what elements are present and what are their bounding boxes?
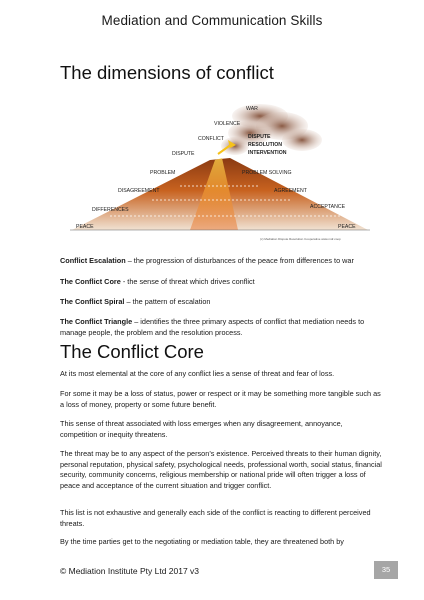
definition-term: The Conflict Core [60,277,121,286]
body-paragraph: This sense of threat associated with loss emerges when any disagreement, annoyance, competition or inequity threatens. [60,419,343,439]
definition-text: – identifies the three primary aspects of conflict that mediation needs to manage people, the problem and the resolution process. [60,317,365,337]
definition-text: - the sense of threat which drives conflict [120,277,255,286]
conflict-volcano-figure [70,98,370,248]
page-number: 35 [374,561,398,579]
definition-conflict-triangle [60,317,382,338]
label-differences: DIFFERENCES [92,207,129,213]
body-paragraph: For some it may be a loss of status, power or respect or it may be something more tangible such as a loss of money, property or some future benefit. [60,389,381,409]
label-resolution: RESOLUTION [248,142,283,148]
label-peace-left: PEACE [76,224,94,230]
label-peace-right: PEACE [338,224,356,230]
label-disagreement: DISAGREEMENT [118,188,160,194]
definition-conflict-spiral [60,297,382,308]
label-problem-solving: PROBLEM SOLVING [242,170,292,176]
label-agreement: AGREEMENT [274,188,307,194]
definition-text: – the progression of disturbances of the peace from differences to war [125,256,354,265]
footer-copyright: © Mediation Institute Pty Ltd 2017 v3 [60,566,200,576]
label-violence: VIOLENCE [214,121,241,127]
label-dispute-resolution: DISPUTE [248,134,271,140]
label-intervention: INTERVENTION [248,150,287,156]
section-heading-conflict-core: The Conflict Core [60,341,204,362]
section-heading-dimensions: The dimensions of conflict [60,62,274,83]
definition-conflict-escalation [60,256,382,267]
body-paragraph: At its most elemental at the core of any conflict lies a sense of threat and fear of loss. [60,369,335,378]
label-dispute: DISPUTE [172,151,195,157]
body-paragraph: This list is not exhaustive and generally each side of the conflict is reacting to different perceived threats. [60,508,371,528]
definition-conflict-core [60,277,382,288]
body-paragraph: By the time parties get to the negotiating or mediation table, they are threatened both by [60,537,344,546]
running-header: Mediation and Communication Skills [101,13,323,28]
figure-credit: (c) Mediation Dispute Resolution Cooperative www.mdr.coop [260,237,341,241]
definition-term: The Conflict Triangle [60,317,133,326]
label-problem: PROBLEM [150,170,176,176]
label-acceptance: ACCEPTANCE [310,204,346,210]
label-war: WAR [246,106,258,112]
definition-text: – the pattern of escalation [124,297,211,306]
definition-term: Conflict Escalation [60,256,126,265]
body-paragraph: The threat may be to any aspect of the person’s existence. Perceived threats to their human dignity, personal reputation, physical safety, psychological needs, professional worth, social status, financial security, community concerns, religious membership or national pride will often trigger a loss of peace and acceptance of the current situation and trigger conflict. [60,449,382,490]
label-conflict: CONFLICT [198,136,224,142]
definition-term: The Conflict Spiral [60,297,125,306]
